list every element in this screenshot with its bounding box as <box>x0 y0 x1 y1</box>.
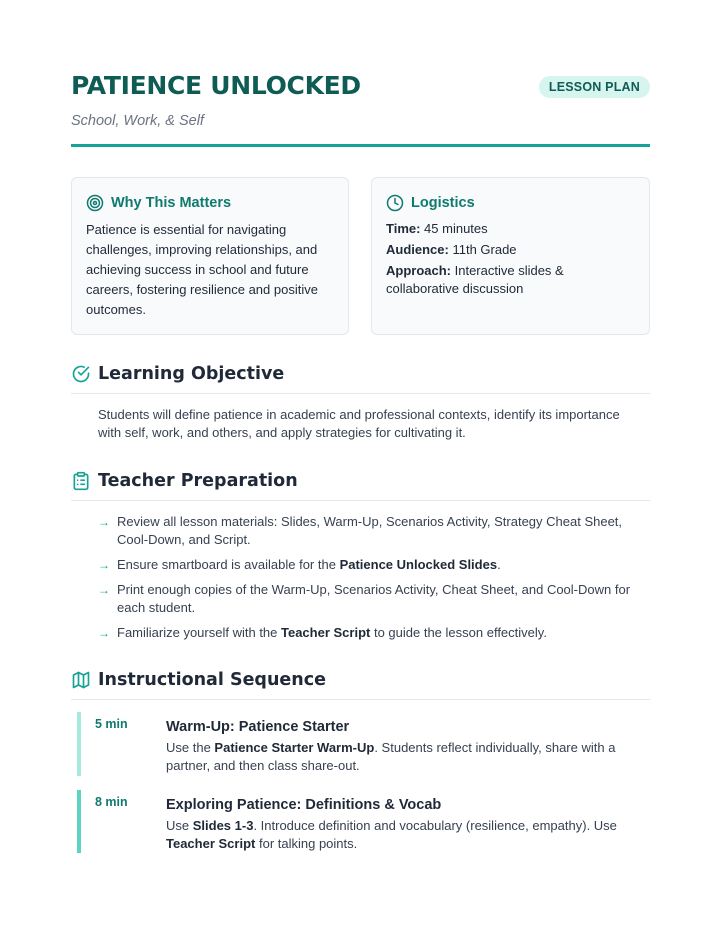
clock-icon <box>386 194 404 212</box>
arrow-right-icon: → <box>98 515 110 529</box>
logistics-approach: Approach: Interactive slides & collaborative discussion <box>386 263 564 296</box>
teacher-preparation-title: Teacher Preparation <box>98 471 298 491</box>
learning-objective-title: Learning Objective <box>98 364 285 384</box>
document-header <box>71 68 650 129</box>
why-card-body: Patience is essential for navigating challenges, improving relationships, and achieving success in school and future careers, fostering resilience and positive outcomes. <box>86 222 318 317</box>
list-item: → Ensure smartboard is available for the Patience Unlocked Slides. <box>98 557 501 572</box>
sequence-item-title: Warm-Up: Patience Starter <box>166 719 350 735</box>
learning-objective-heading <box>71 364 650 394</box>
logistics-card <box>371 177 650 335</box>
preparation-list <box>98 513 650 649</box>
arrow-right-icon: → <box>98 558 110 572</box>
sequence-item-title: Exploring Patience: Definitions & Vocab <box>166 797 442 813</box>
document-title: PATIENCE UNLOCKED <box>71 71 361 100</box>
document-subtitle: School, Work, & Self <box>71 113 204 129</box>
sequence-item-description: Use the Patience Starter Warm-Up. Students reflect individually, share with a partner, and then class share-out. <box>166 740 616 773</box>
logistics-card-title: Logistics <box>411 195 475 211</box>
arrow-right-icon: → <box>98 626 110 640</box>
map-icon <box>71 670 91 690</box>
sequence-item-warm-up <box>77 712 650 776</box>
arrow-right-icon: → <box>98 583 110 597</box>
sequence-time: 8 min <box>95 795 128 809</box>
instructional-sequence-heading <box>71 670 650 700</box>
clipboard-icon <box>71 471 91 491</box>
lesson-plan-badge: LESSON PLAN <box>539 76 650 98</box>
sequence-item-description: Use Slides 1-3. Introduce definition and vocabulary (resilience, empathy). Use Teacher Script for talking points. <box>166 818 617 851</box>
sequence-item-exploring <box>77 790 650 853</box>
list-item: → Print enough copies of the Warm-Up, Scenarios Activity, Cheat Sheet, and Cool-Down for each student. <box>98 582 631 615</box>
list-item: → Familiarize yourself with the Teacher Script to guide the lesson effectively. <box>98 625 547 640</box>
learning-objective-text: Students will define patience in academic and professional contexts, identify its importance with self, work, and others, and apply strategies for cultivating it. <box>98 407 620 440</box>
header-divider <box>71 144 650 147</box>
logistics-time: Time: 45 minutes <box>386 221 488 236</box>
instructional-sequence-title: Instructional Sequence <box>98 670 326 690</box>
target-icon <box>86 194 104 212</box>
list-item: → Review all lesson materials: Slides, Warm-Up, Scenarios Activity, Strategy Cheat Sheet, Cool-Down, and Script. <box>98 514 623 547</box>
sequence-time: 5 min <box>95 717 128 731</box>
check-circle-icon <box>71 364 91 384</box>
logistics-audience: Audience: 11th Grade <box>386 242 517 257</box>
why-this-matters-card <box>71 177 349 335</box>
teacher-preparation-heading <box>71 471 650 501</box>
why-card-title: Why This Matters <box>111 195 232 211</box>
